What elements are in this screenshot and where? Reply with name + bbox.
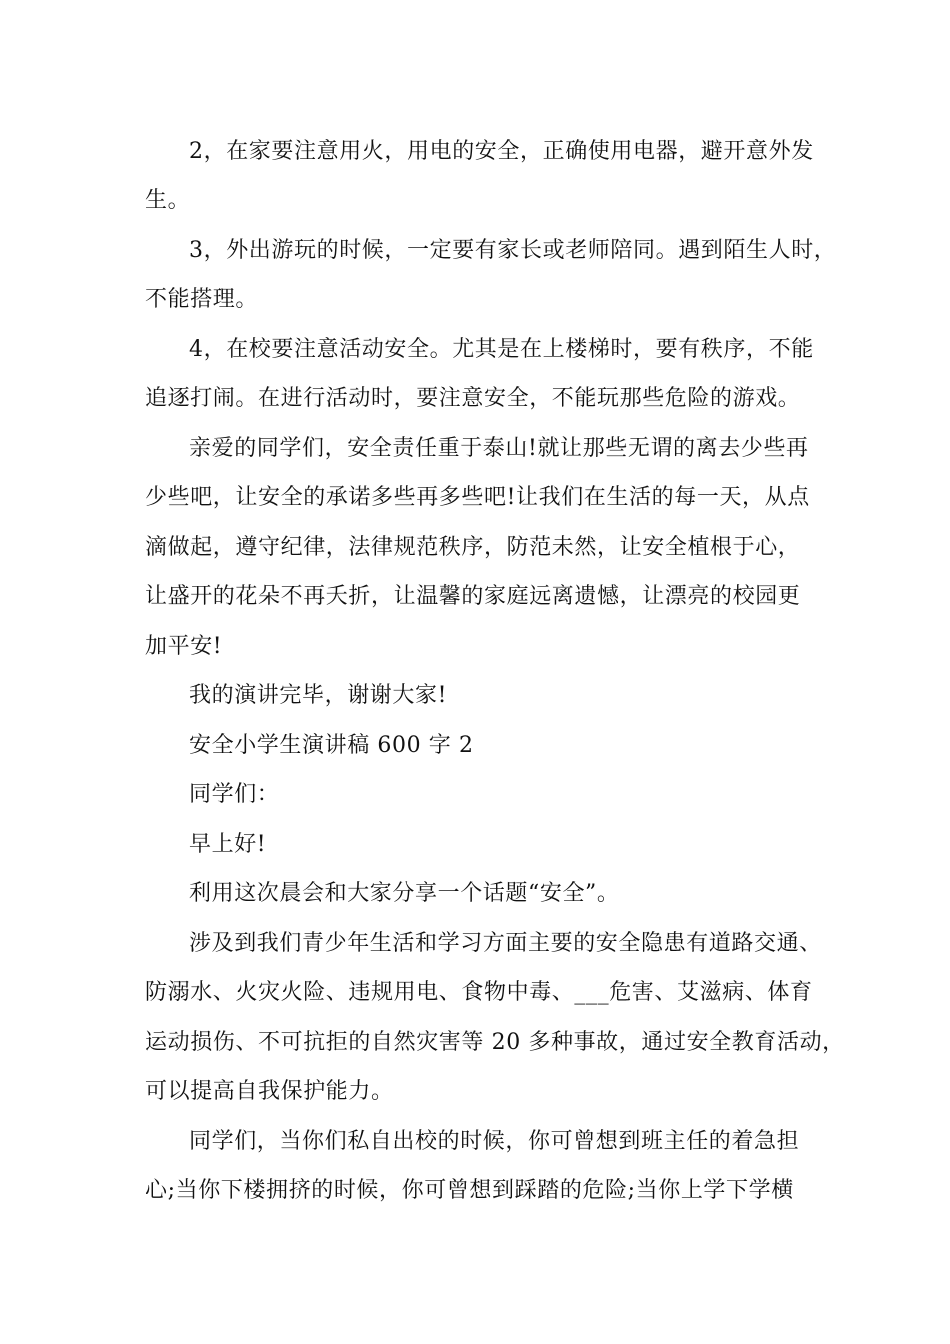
text-line: 4，在校要注意活动安全。尤其是在上楼梯时，要有秩序，不能 (189, 337, 814, 362)
text-line: 生。 (145, 188, 191, 213)
text-line: 滴做起，遵守纪律，法律规范秩序，防范未然，让安全植根于心， (145, 535, 801, 560)
text-line: 运动损伤、不可抗拒的自然灾害等 20 多种事故，通过安全教育活动， (145, 1030, 845, 1055)
text-line: 追逐打闹。在进行活动时，要注意安全，不能玩那些危险的游戏。 (145, 386, 801, 411)
text-line: 利用这次晨会和大家分享一个话题“安全”。 (189, 881, 620, 906)
text-line: 加平安! (145, 634, 223, 659)
text-line: 涉及到我们青少年生活和学习方面主要的安全隐患有道路交通、 (189, 931, 822, 956)
text-line: 同学们，当你们私自出校的时候，你可曾想到班主任的着急担 (189, 1129, 800, 1154)
text-line: 心;当你下楼拥挤的时候，你可曾想到踩踏的危险;当你上学下学横 (145, 1178, 794, 1203)
section-heading: 安全小学生演讲稿 600 字 2 (189, 733, 474, 758)
text-line: 可以提高自我保护能力。 (145, 1079, 394, 1104)
text-line: 亲爱的同学们，安全责任重于泰山!就让那些无谓的离去少些再 (189, 436, 809, 461)
text-line: 2，在家要注意用火，用电的安全，正确使用电器，避开意外发 (189, 139, 814, 164)
text-line: 我的演讲完毕，谢谢大家! (189, 683, 448, 708)
text-line: 防溺水、火灾火险、违规用电、食物中毒、___危害、艾滋病、体育 (145, 980, 813, 1005)
text-line: 少些吧，让安全的承诺多些再多些吧!让我们在生活的每一天，从点 (145, 485, 810, 510)
text-line: 早上好! (189, 832, 267, 857)
text-line: 3，外出游玩的时候，一定要有家长或老师陪同。遇到陌生人时， (189, 238, 837, 263)
text-line: 让盛开的花朵不再夭折，让温馨的家庭远离遗憾，让漂亮的校园更 (145, 584, 801, 609)
text-line: 不能搭理。 (145, 287, 259, 312)
text-line: 同学们： (189, 782, 280, 807)
